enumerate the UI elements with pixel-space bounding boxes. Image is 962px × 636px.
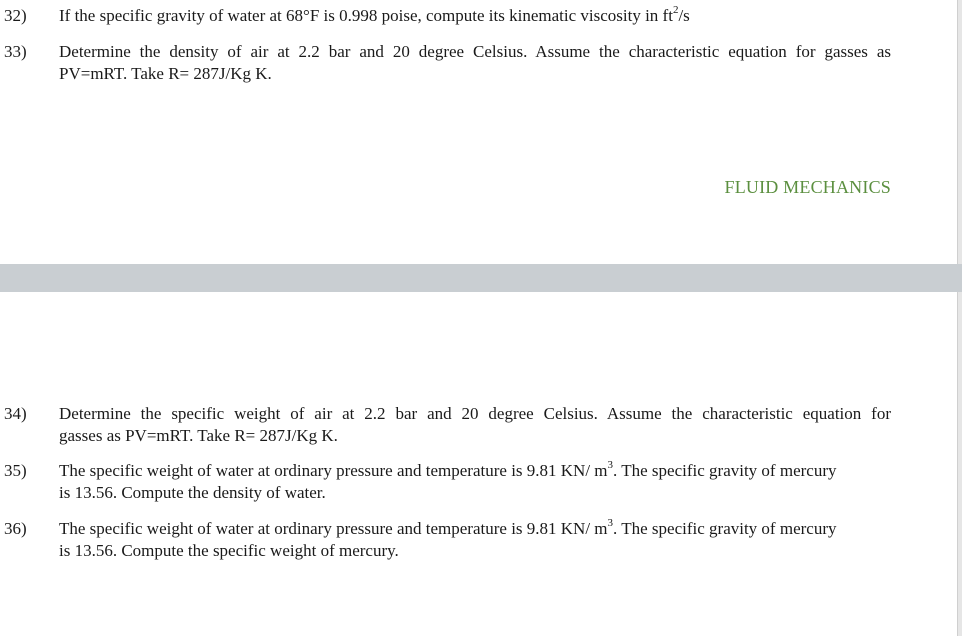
question-text-line — [59, 460, 891, 482]
superscript: 3 — [607, 517, 614, 530]
page-edge — [957, 0, 962, 636]
question-text-tail: /s — [678, 6, 690, 25]
question-text-line: PV=mRT. Take R= 287J/Kg K. — [59, 64, 272, 83]
question-text — [59, 41, 891, 85]
question-text-line: If the specific gravity of water at 68°F is 0.998 poise, compute its kinematic viscosity in ft — [59, 6, 673, 25]
superscript: 3 — [607, 459, 614, 472]
question-text-line: Determine the density of air at 2.2 bar and 20 degree Celsius. Assume the characteristic equation for gasses as — [59, 42, 891, 61]
question-text-part: The specific weight of water at ordinary pressure and temperature is 9.81 KN/ m — [59, 461, 608, 480]
question-number: 35) — [4, 461, 27, 480]
question-text-part: The specific weight of water at ordinary pressure and temperature is 9.81 KN/ m — [59, 519, 608, 538]
question-number: 32) — [4, 6, 27, 25]
question-text-line: is 13.56. Compute the specific weight of mercury. — [59, 541, 399, 560]
question-text — [59, 403, 891, 447]
gray-band — [0, 264, 962, 292]
question-text-part: . The specific gravity of mercury — [613, 519, 837, 538]
superscript: 2 — [672, 4, 679, 17]
question-number: 34) — [4, 404, 27, 423]
question-text-line: gasses as PV=mRT. Take R= 287J/Kg K. — [59, 426, 338, 445]
question-number: 33) — [4, 42, 27, 61]
question-text-line: Determine the specific weight of air at 2.2 bar and 20 degree Celsius. Assume the characteristic equation for — [59, 404, 891, 423]
question-text-line: is 13.56. Compute the density of water. — [59, 483, 326, 502]
question-text — [59, 460, 891, 504]
question-text-part: . The specific gravity of mercury — [613, 461, 837, 480]
section-header: FLUID MECHANICS — [724, 177, 891, 197]
question-text — [59, 518, 891, 562]
question-text-line — [59, 518, 891, 540]
question-number: 36) — [4, 519, 27, 538]
question-text — [59, 5, 891, 27]
